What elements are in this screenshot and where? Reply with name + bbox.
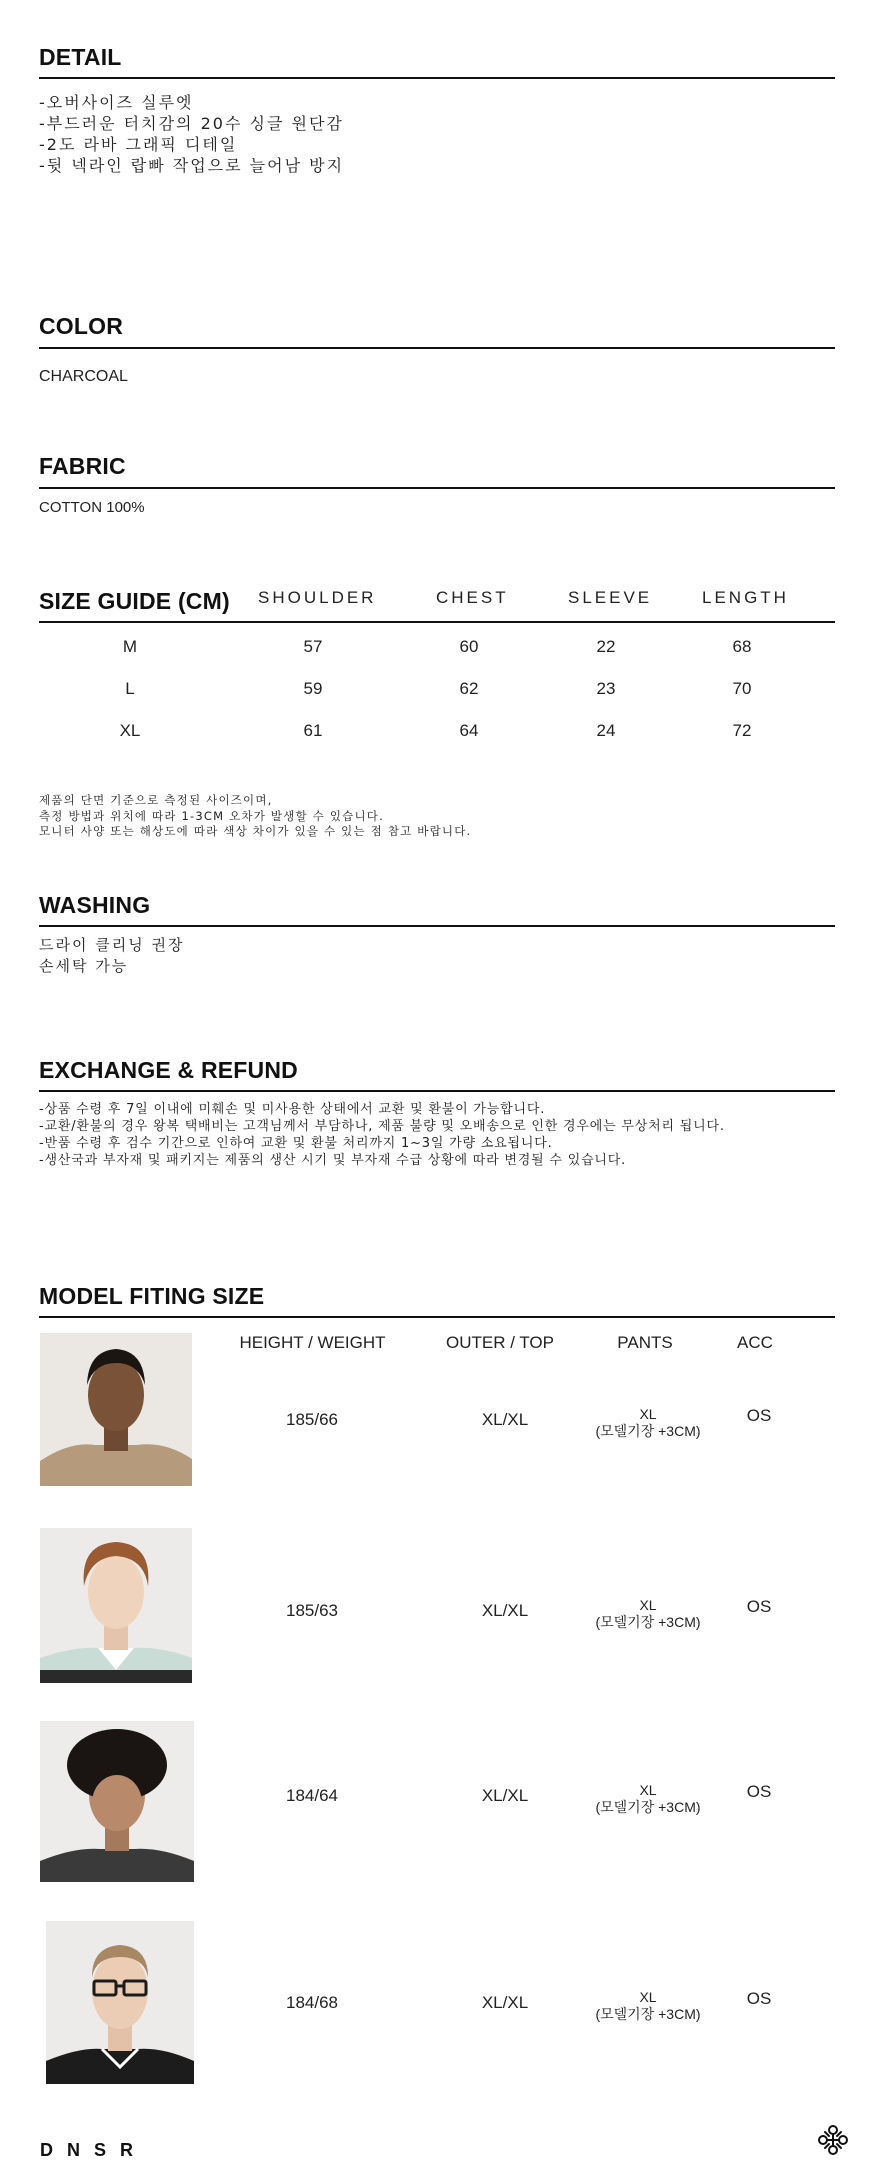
flower-cross-logo-icon [815,2122,851,2158]
size-guide-heading: SIZE GUIDE (CM) [39,588,230,614]
col-shoulder: SHOULDER [258,588,377,607]
model-col-acc: ACC [737,1333,773,1352]
size-cell: 24 [596,721,616,740]
size-cell: XL [119,721,141,740]
size-cell: 70 [732,679,752,698]
size-note-line: 제품의 단면 기준으로 측정된 사이즈이며, [39,793,273,807]
exchange-heading: EXCHANGE & REFUND [39,1057,298,1083]
size-notes [39,793,471,840]
size-cell: 64 [459,721,479,740]
exchange-line: -반품 수령 후 검수 기간으로 인하여 교환 및 환불 처리까지 1~3일 가량 소요됩니다. [39,1136,553,1151]
model-pants-note: (모델기장 +3CM) [595,1423,701,1439]
model-acc: OS [746,1406,772,1425]
model-pants [568,1989,728,2023]
size-cell: 62 [459,679,479,698]
col-length: LENGTH [702,588,789,607]
detail-divider [39,77,835,79]
detail-line: -뒷 넥라인 랍빠 작업으로 늘어남 방지 [39,156,345,175]
exchange-line: -생산국과 부자재 및 패키지는 제품의 생산 시기 및 부자재 수급 상황에 따라 변경될 수 있습니다. [39,1153,627,1168]
model-photo [40,1721,194,1882]
exchange-line: -상품 수령 후 7일 이내에 미훼손 및 미사용한 상태에서 교환 및 환불이 가능합니다. [39,1102,546,1117]
size-cell: 57 [303,637,323,656]
model-pants [568,1597,728,1631]
model-acc: OS [746,1989,772,2008]
fabric-heading: FABRIC [39,453,126,479]
col-sleeve: SLEEVE [568,588,653,607]
detail-line: -오버사이즈 실루엣 [39,93,194,112]
model-acc: OS [746,1782,772,1801]
color-heading: COLOR [39,313,124,339]
size-cell: 61 [303,721,323,740]
size-cell: 68 [732,637,752,656]
model-height-weight: 184/64 [286,1786,338,1805]
detail-line: -부드러운 터치감의 20수 싱글 원단감 [39,114,344,133]
size-cell: 59 [303,679,323,698]
exchange-line: -교환/환불의 경우 왕복 택배비는 고객님께서 부담하나, 제품 불량 및 오배송으로 인한 경우에는 무상처리 됩니다. [39,1119,725,1134]
model-pants [568,1406,728,1440]
size-note-line: 모니터 사양 또는 해상도에 따라 색상 차이가 있을 수 있는 점 참고 바랍니다. [39,824,472,838]
model-outer-top: XL/XL [481,1601,529,1620]
detail-heading: DETAIL [39,44,122,70]
model-outer-top: XL/XL [481,1410,529,1429]
model-heading: MODEL FITING SIZE [39,1283,265,1309]
model-pants [568,1782,728,1816]
color-divider [39,347,835,349]
model-acc: OS [746,1597,772,1616]
washing-divider [39,925,835,927]
model-photo [40,1333,192,1486]
washing-list [39,935,184,977]
model-pants-size: XL [639,1597,657,1613]
brand-wordmark: DNSR [40,2140,148,2160]
model-divider [39,1316,835,1318]
washing-heading: WASHING [39,892,151,918]
size-cell: L [125,679,135,698]
model-pants-note: (모델기장 +3CM) [595,1614,701,1630]
fabric-divider [39,487,835,489]
model-pants-size: XL [639,1782,657,1798]
size-note-line: 측정 방법과 위치에 따라 1-3CM 오차가 발생할 수 있습니다. [39,808,384,823]
size-cell: M [122,637,138,656]
model-height-weight: 185/63 [286,1601,338,1620]
col-chest: CHEST [436,588,509,607]
size-cell: 72 [732,721,752,740]
model-col-outer-top: OUTER / TOP [445,1333,554,1352]
size-guide-divider [39,621,835,623]
model-pants-size: XL [639,1406,657,1422]
model-height-weight: 185/66 [286,1410,338,1429]
model-pants-note: (모델기장 +3CM) [595,2006,701,2022]
washing-line: 손세탁 가능 [39,957,129,975]
detail-list [39,92,344,176]
size-cell: 60 [459,637,479,656]
washing-line: 드라이 클리닝 권장 [39,936,185,954]
model-col-height-weight: HEIGHT / WEIGHT [239,1333,386,1352]
model-photo [40,1528,192,1683]
detail-line: -2도 라바 그래픽 디테일 [39,135,238,154]
exchange-list [39,1101,725,1169]
model-col-pants: PANTS [617,1333,673,1352]
model-photo [46,1921,194,2084]
model-height-weight: 184/68 [286,1993,338,2012]
model-pants-size: XL [639,1989,657,2005]
fabric-value: COTTON 100% [39,499,145,516]
size-cell: 22 [596,637,616,656]
model-outer-top: XL/XL [481,1786,529,1805]
model-outer-top: XL/XL [481,1993,529,2012]
exchange-divider [39,1090,835,1092]
model-pants-note: (모델기장 +3CM) [595,1799,701,1815]
size-cell: 23 [596,679,616,698]
color-value: CHARCOAL [39,368,128,385]
